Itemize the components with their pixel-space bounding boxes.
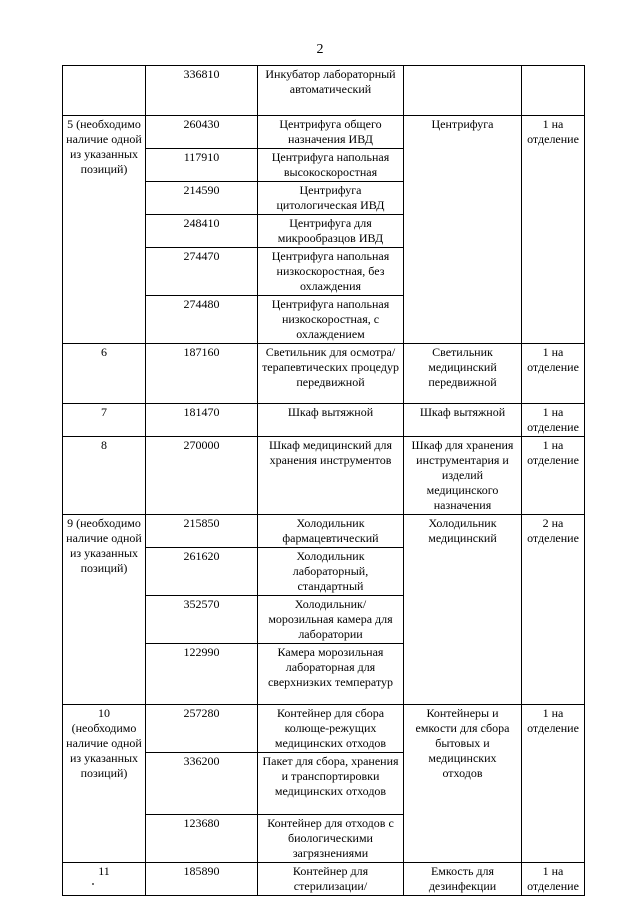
item-code: 261620 [146,548,258,596]
item-name: Шкаф вытяжной [258,404,404,437]
item-code: 336810 [146,66,258,116]
item-number: 9 (необходимо наличие одной из указанных позиций) [63,515,146,705]
equipment-type [404,66,522,116]
table-row [63,437,585,515]
item-name: Холодильник лабораторный, стандартный [258,548,404,596]
item-code: 122990 [146,644,258,705]
item-name: Центрифуга общего назначения ИВД [258,116,404,149]
equipment-type: Центрифуга [404,116,522,344]
table-row [63,344,585,404]
required-quantity: 1 на отделение [522,344,585,404]
item-name: Контейнер для отходов с биологическими загрязнениями [258,815,404,863]
item-code: 274480 [146,296,258,344]
item-number: 6 [63,344,146,404]
item-name: Камера морозильная лабораторная для сверхнизких температур [258,644,404,705]
item-code: 117910 [146,149,258,182]
item-name: Шкаф медицинский для хранения инструментов [258,437,404,515]
item-code: 270000 [146,437,258,515]
item-name: Светильник для осмотра/ терапевтических процедур передвижной [258,344,404,404]
equipment-table [62,65,585,896]
equipment-type: Емкость для дезинфекции [404,863,522,896]
required-quantity: 2 на отделение [522,515,585,705]
equipment-type: Контейнеры и емкости для сбора бытовых и медицинских отходов [404,705,522,863]
required-quantity: 1 на отделение [522,863,585,896]
scan-speck [92,883,94,885]
item-number: 10 (необходимо наличие одной из указанных позиций) [63,705,146,863]
table-row [63,116,585,149]
equipment-type: Светильник медицинский передвижной [404,344,522,404]
table-row [63,66,585,116]
equipment-type: Холодильник медицинский [404,515,522,705]
item-name: Центрифуга напольная низкоскоростная, с охлаждением [258,296,404,344]
item-name: Контейнер для сбора колюще-режущих медицинских отходов [258,705,404,753]
item-code: 274470 [146,248,258,296]
item-code: 260430 [146,116,258,149]
item-number [63,66,146,116]
item-name: Центрифуга напольная низкоскоростная, без охлаждения [258,248,404,296]
item-number: 7 [63,404,146,437]
item-code: 215850 [146,515,258,548]
item-code: 336200 [146,753,258,815]
equipment-type: Шкаф для хранения инструментария и изделий медицинского назначения [404,437,522,515]
item-code: 214590 [146,182,258,215]
item-code: 123680 [146,815,258,863]
equipment-type: Шкаф вытяжной [404,404,522,437]
item-number: 5 (необходимо наличие одной из указанных позиций) [63,116,146,344]
item-name: Инкубатор лабораторный автоматический [258,66,404,116]
required-quantity: 1 на отделение [522,437,585,515]
table-row [63,705,585,753]
item-name: Контейнер для стерилизации/ [258,863,404,896]
required-quantity: 1 на отделение [522,116,585,344]
item-name: Холодильник/ морозильная камера для лаборатории [258,596,404,644]
item-code: 257280 [146,705,258,753]
required-quantity: 1 на отделение [522,404,585,437]
table-row [63,404,585,437]
item-name: Центрифуга для микрообразцов ИВД [258,215,404,248]
required-quantity: 1 на отделение [522,705,585,863]
item-name: Центрифуга цитологическая ИВД [258,182,404,215]
item-code: 352570 [146,596,258,644]
item-name: Центрифуга напольная высокоскоростная [258,149,404,182]
item-code: 181470 [146,404,258,437]
page-number: 2 [316,42,324,57]
item-number: 11 [63,863,146,896]
required-quantity [522,66,585,116]
item-code: 187160 [146,344,258,404]
item-code: 185890 [146,863,258,896]
item-name: Холодильник фармацевтический [258,515,404,548]
item-name: Пакет для сбора, хранения и транспортировки медицинских отходов [258,753,404,815]
item-number: 8 [63,437,146,515]
table-row [63,515,585,548]
item-code: 248410 [146,215,258,248]
table-row [63,863,585,896]
